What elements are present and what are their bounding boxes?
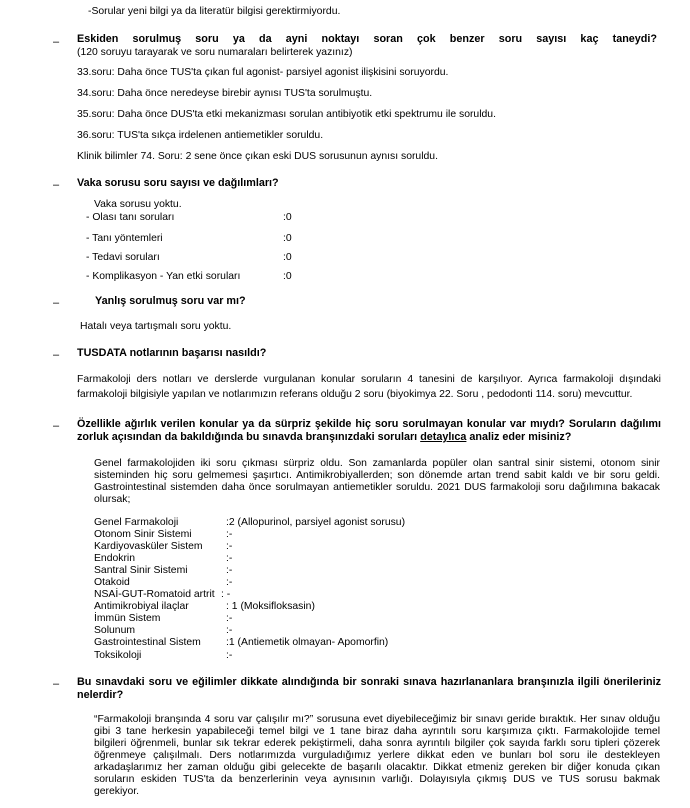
distribution-label: İmmün Sistem — [94, 613, 161, 624]
distribution-value: :2 (Allopurinol, parsiyel agonist sorusu) — [226, 517, 406, 528]
distribution-value: :- — [226, 553, 233, 564]
distribution-value: :- — [226, 625, 233, 636]
distribution-value: :- — [226, 613, 233, 624]
list-item: 35.soru: Daha önce DUS'ta etki mekanizması sorulan antibiyotik etki spektrumu ile soruldu. — [77, 109, 496, 120]
list-item: 33.soru: Daha önce TUS'ta çıkan ful agonist- parsiyel agonist ilişkisini soruyordu. — [77, 67, 449, 78]
section-dash: – — [53, 179, 60, 191]
section-dash: – — [53, 678, 60, 690]
case-row-value: :0 — [283, 271, 292, 282]
distribution-value: : - — [221, 589, 231, 600]
distribution-label: Endokrin — [94, 553, 136, 564]
distribution-label: Antimikrobiyal ilaçlar — [94, 601, 189, 612]
question-previous-questions: Eskiden sorulmuş soru ya da ayni noktayı soran çok benzer soru sayısı kaç taneydi? — [77, 33, 657, 45]
case-row-label: - Komplikasyon - Yan etki soruları — [86, 271, 241, 282]
question-part: zorluk açısından da bakıldığında bu sınavda branşınızdaki soruları — [77, 431, 421, 443]
distribution-label: Toksikoloji — [94, 650, 142, 661]
question-topic-analysis-line1: Özellikle ağırlık verilen konular ya da sürpriz şekilde hiç soru sorulmayan konular var mıydı? Soruların dağılımı — [77, 418, 661, 430]
section-dash: – — [53, 36, 60, 48]
distribution-label: Santral Sinir Sistemi — [94, 565, 188, 576]
case-row-label: - Tedavi soruları — [86, 252, 160, 263]
distribution-value: :- — [226, 577, 233, 588]
question-tusdata-success: TUSDATA notlarının başarısı nasıldı? — [77, 347, 267, 359]
paragraph-line: farmakoloji bilgisiyle yapılan ve notlarımızın referans olduğu 2 soru (biyokimya 22. Soru , pedodonti 114. soru) mevcuttur. — [77, 389, 633, 400]
paragraph-line: Genel farmakolojiden iki soru çıkması sürpriz oldu. Son zamanlarda popüler olan santral sinir sistemi, otonom sinir — [94, 458, 660, 469]
paragraph-line: sisteminden hiç soru gelmemesi şaşırtıcı. Antimikrobiyallerden; son dönemde artan trend sabit kaldı ve bir soru geldi. — [94, 470, 660, 481]
distribution-value: :- — [226, 541, 233, 552]
case-row-value: :0 — [283, 252, 292, 263]
distribution-label: Genel Farmakoloji — [94, 517, 179, 528]
distribution-value: :- — [226, 650, 233, 661]
question-part: analiz eder misiniz? — [466, 431, 572, 443]
paragraph-line: Gastrointestinal sistemden daha önce sorulmayan antiemetikler soruldu. 2021 DUS farmakoloji soru dağılımına bakacak — [94, 482, 660, 493]
paragraph-line: Farmakoloji ders notları ve derslerde vurgulanan konular soruların 4 tanesini de karşılıyor. Ayrıca farmakoloji dışındaki — [77, 374, 661, 385]
paragraph-line: olursak; — [94, 494, 131, 505]
question-underlined: detaylıca — [420, 431, 467, 443]
question-recommendations-line2: nelerdir? — [77, 689, 124, 701]
distribution-label: Solunum — [94, 625, 136, 636]
paragraph-line: öğrenmeye çalışılmalı. Ders notlarımızda vurguladığımız yerlere dikkat eden ve bunları bol soru ile destekleyen — [94, 750, 660, 761]
case-row-value: :0 — [283, 212, 292, 223]
list-item: 34.soru: Daha önce neredeyse birebir aynısı TUS'ta sorulmuştu. — [77, 88, 373, 99]
question-wrong-questions: Yanlış sorulmuş soru var mı? — [95, 295, 246, 307]
section-dash: – — [53, 297, 60, 309]
distribution-value: : 1 (Moksifloksasin) — [226, 601, 315, 612]
section-dash: – — [53, 349, 60, 361]
distribution-value: :- — [226, 565, 233, 576]
paragraph-line: gibi 3 tane herkesin yapabileceği temel bilgi ve 1 tane biraz daha ayrıntılı soru karşımıza çıktı. Farmakolojide temel — [94, 726, 660, 737]
question-recommendations-line1: Bu sınavdaki soru ve eğilimler dikkate alındığında bir sonraki sınava hazırlananlara branşınızla ilgili önerileriniz — [77, 676, 661, 688]
distribution-label: Kardiyovasküler Sistem — [94, 541, 203, 552]
case-row-label: - Olası tanı soruları — [86, 212, 175, 223]
paragraph-line: gerekiyor. — [94, 786, 140, 797]
question-case-questions: Vaka sorusu soru sayısı ve dağılımları? — [77, 177, 279, 189]
section-dash: – — [53, 420, 60, 432]
paragraph-line: “Farmakoloji branşında 4 soru var çalışılır mı?” sorusuna evet diyebileceğimiz bir sınavı geride bıraktık. Her sınav olduğu — [94, 714, 660, 725]
list-item: 36.soru: TUS'ta sıkça irdelenen antiemetikler soruldu. — [77, 130, 324, 141]
case-row-value: :0 — [283, 233, 292, 244]
paragraph-line: bilgileri öğrenmeli, bunlar sık tekrar ederek pekiştirmeli, daha sonra ayrıntılı bilgiler çok sayıda farklı soru tipleri çözerek — [94, 738, 660, 749]
list-item: Klinik bilimler 74. Soru: 2 sene önce çıkan eski DUS sorusunun aynısı soruldu. — [77, 151, 438, 162]
case-row-label: - Tanı yöntemleri — [86, 233, 163, 244]
case-intro: Vaka sorusu yoktu. — [94, 199, 182, 210]
question-topic-analysis-line2 — [77, 431, 571, 443]
distribution-value: :- — [226, 529, 233, 540]
question-subtitle: (120 soruyu tarayarak ve soru numaraları belirterek yazınız) — [77, 47, 353, 58]
carryover-line: -Sorular yeni bilgi ya da literatür bilgisi gerektirmiyordu. — [88, 6, 341, 17]
distribution-label: NSAİ-GUT-Romatoid artrit — [94, 589, 215, 600]
distribution-label: Gastrointestinal Sistem — [94, 637, 201, 648]
distribution-label: Otonom Sinir Sistemi — [94, 529, 192, 540]
paragraph-line: soruların eskiden TUS'ta da benzerlerinin veya aynısının varlığı. Dolayısıyla çıkmış DUS ve TUS sorusu bakmak — [94, 774, 660, 785]
distribution-label: Otakoid — [94, 577, 130, 588]
answer-text: Hatalı veya tartışmalı soru yoktu. — [80, 321, 232, 332]
paragraph-line: arkadaşlarımız her zaman olduğu gibi gelecekte de başarılı olacaktır. Dikkat etmeniz gereken bir diğer konuda çıkan — [94, 762, 660, 773]
distribution-value: :1 (Antiemetik olmayan- Apomorfin) — [226, 637, 389, 648]
